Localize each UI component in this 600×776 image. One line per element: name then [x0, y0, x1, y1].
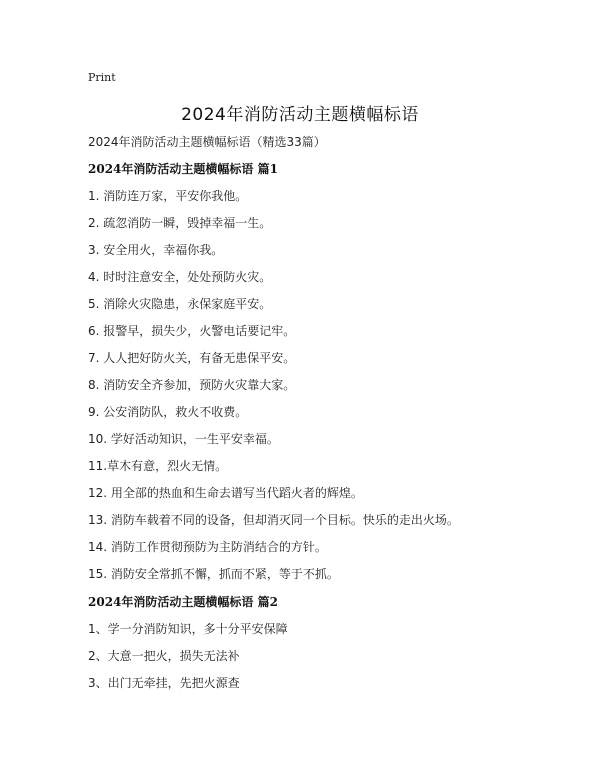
- list-item: 14. 消防工作贯彻预防为主防消结合的方针。: [88, 540, 327, 554]
- list-item: 9. 公安消防队，救火不收费。: [88, 405, 248, 419]
- section-heading-2: 2024年消防活动主题横幅标语 篇2: [88, 595, 278, 609]
- list-item: 15. 消防安全常抓不懈，抓而不紧，等于不抓。: [88, 567, 339, 581]
- document-title: 2024年消防活动主题横幅标语: [181, 105, 419, 125]
- list-item: 8. 消防安全齐参加，预防火灾靠大家。: [88, 378, 296, 392]
- section-heading-1: 2024年消防活动主题横幅标语 篇1: [88, 162, 278, 176]
- list-item: 1. 消防连万家，平安你我他。: [88, 189, 248, 203]
- list-item: 2. 疏忽消防一瞬，毁掉幸福一生。: [88, 216, 272, 230]
- list-item: 2、大意一把火，损失无法补: [88, 649, 240, 663]
- list-item: 3. 安全用火，幸福你我。: [88, 243, 224, 257]
- document-subtitle: 2024年消防活动主题横幅标语（精选33篇）: [88, 135, 326, 149]
- list-item: 11.草木有意，烈火无情。: [88, 459, 228, 473]
- list-item: 13. 消防车载着不同的设备，但却消灭同一个目标。快乐的走出火场。: [88, 513, 459, 527]
- print-label: Print: [88, 71, 116, 84]
- list-item: 12. 用全部的热血和生命去谱写当代蹈火者的辉煌。: [88, 486, 363, 500]
- list-item: 5. 消除火灾隐患，永保家庭平安。: [88, 297, 272, 311]
- list-item: 6. 报警早，损失少，火警电话要记牢。: [88, 324, 296, 338]
- list-item: 7. 人人把好防火关，有备无患保平安。: [88, 351, 296, 365]
- list-item: 3、出门无牵挂，先把火源查: [88, 676, 240, 690]
- list-item: 1、学一分消防知识，多十分平安保障: [88, 622, 288, 636]
- list-item: 4. 时时注意安全，处处预防火灾。: [88, 270, 272, 284]
- list-item: 10. 学好活动知识，一生平安幸福。: [88, 432, 279, 446]
